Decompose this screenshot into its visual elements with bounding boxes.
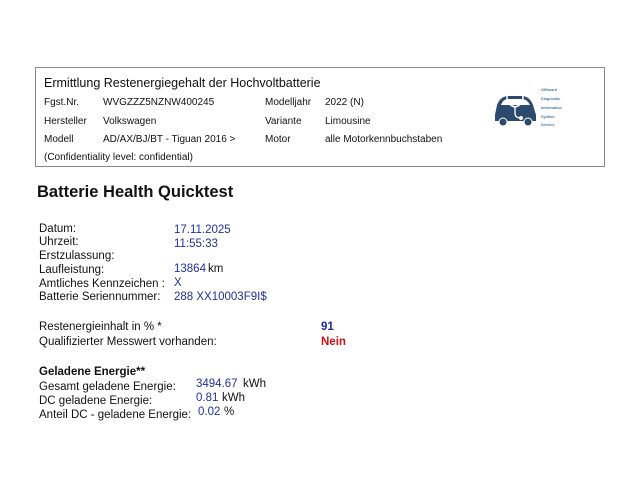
car-stethoscope-logo-icon <box>491 85 541 129</box>
datum-label: Datum: <box>39 223 77 235</box>
variante-label: Variante <box>265 116 302 127</box>
logo-line-5: Service <box>541 123 555 127</box>
datum-value: 17.11.2025 <box>174 224 231 236</box>
modelljahr-label: Modelljahr <box>265 97 312 108</box>
seriennummer-value: 288 XX10003F9I$ <box>174 291 267 303</box>
odis-logo <box>491 85 606 135</box>
header-title: Ermittlung Restenergiegehalt der Hochvoltbatterie <box>44 76 321 90</box>
hersteller-value: Volkswagen <box>103 116 157 127</box>
modell-value: AD/AX/BJ/BT - Tiguan 2016 > <box>103 134 236 145</box>
anteil-dc-unit: % <box>224 406 235 418</box>
messwert-label: Qualifizierter Messwert vorhanden: <box>39 336 217 348</box>
logo-line-2: Diagnostic <box>541 97 561 101</box>
logo-line-1: Offboard <box>541 88 558 92</box>
dc-energie-label: DC geladene Energie: <box>39 395 153 407</box>
erstzulassung-label: Erstzulassung: <box>39 250 115 262</box>
restenergie-value: 91 <box>321 321 334 333</box>
laufleistung-value: 13864 <box>174 263 206 275</box>
logo-line-4: System <box>541 115 555 119</box>
modell-label: Modell <box>44 134 74 145</box>
seriennummer-label: Batterie Seriennummer: <box>39 291 161 303</box>
hersteller-label: Hersteller <box>44 116 87 127</box>
dc-energie-value: 0.81 <box>196 392 219 404</box>
anteil-dc-value: 0.02 <box>198 406 221 418</box>
vehicle-info-header <box>35 67 605 167</box>
gesamt-energie-value: 3494.67 <box>196 378 238 390</box>
kennzeichen-value: X <box>174 277 182 289</box>
laufleistung-unit: km <box>208 263 224 275</box>
motor-value: alle Motorkennbuchstaben <box>325 134 443 145</box>
modelljahr-value: 2022 (N) <box>325 97 364 108</box>
restenergie-label: Restenergieinhalt in % * <box>39 321 162 333</box>
confidentiality-note: (Confidentiality level: confidential) <box>44 152 193 163</box>
messwert-status-value: Nein <box>321 336 346 348</box>
page-title: Batterie Health Quicktest <box>37 183 234 201</box>
geladene-energie-heading: Geladene Energie** <box>39 366 146 378</box>
uhrzeit-label: Uhrzeit: <box>39 236 79 248</box>
anteil-dc-label: Anteil DC - geladene Energie: <box>39 409 192 421</box>
gesamt-energie-label: Gesamt geladene Energie: <box>39 381 176 393</box>
gesamt-energie-unit: kWh <box>243 378 266 390</box>
kennzeichen-label: Amtliches Kennzeichen : <box>39 278 165 290</box>
variante-value: Limousine <box>325 116 371 127</box>
uhrzeit-value: 11:55:33 <box>174 238 218 250</box>
laufleistung-label: Laufleistung: <box>39 264 105 276</box>
dc-energie-unit: kWh <box>222 392 245 404</box>
fgst-value: WVGZZZ5NZNW400245 <box>103 97 215 108</box>
logo-line-3: Information <box>541 106 562 110</box>
motor-label: Motor <box>265 134 291 145</box>
fgst-label: Fgst.Nr. <box>44 97 80 108</box>
